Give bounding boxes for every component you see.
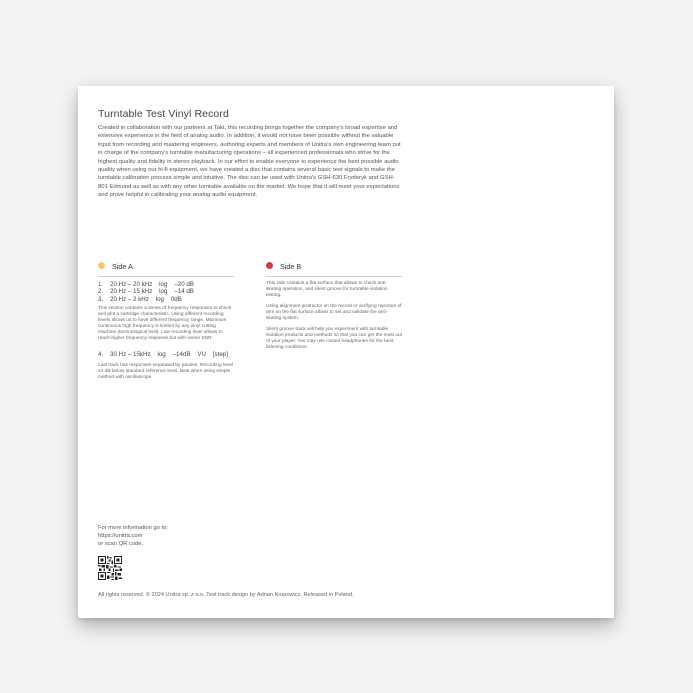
side-a-description: This section contains a series of frequency responses to check and plot a cartridge characteristic. Using different recording levels allows us to have different frequency range. Maximum continuous high frequency is limited by any vinyl cutting machine (technological limit). Low recording level allows to reach higher frequency response but with worse SNR. — [98, 306, 232, 341]
track-spec: 20 Hz – 20 kHz log –20 dB — [110, 281, 194, 288]
track-spec: 20 Hz – 2 kHz log 0dB — [110, 295, 182, 303]
track-row — [98, 296, 234, 303]
contact-url: https://unitra.com — [98, 532, 143, 539]
side-b-label: Side B — [280, 262, 302, 271]
qr-code-icon — [98, 556, 122, 580]
side-a-track-list — [98, 281, 234, 303]
track-row — [98, 288, 234, 295]
track-spec: 30 Hz – 15kHz log –14dB VU [step] — [110, 351, 228, 358]
record-sleeve — [78, 86, 614, 618]
intro-paragraph: Created in collaboration with our partners at Takt, this recording brings together the company's broad expertise and extensive experience in the field of analog audio. In addition, it would not have been possible without the valuable input from recording and mastering engineers, authoring experts and members of Unitra's own engineering team put in charge of the company's turntable manufacturing operations – all experienced professionals who strive for the highest quality and fidelity in stereo playback. In our effort to enable everyone to experience the best possible audio quality when using our hi-fi equipment, we have created a disc that contains several basic test signals to make the turntable calibration process simple and intuitive. The disc can be used with Unitra's GSH-630 Fryderyk and GSH-801 Edmund as well as with any other turntable available on the market. We hope that it will meet your expectations and prove helpful in calibrating your analog audio equipment. — [98, 125, 401, 199]
track-number: 2. — [98, 288, 104, 296]
track-row — [98, 351, 238, 358]
contact-info — [98, 525, 168, 548]
side-a-dot-icon — [98, 262, 105, 269]
side-a-label: Side A — [112, 262, 133, 271]
side-b-paragraph: This side contains a flat surface that allows to check anti-skating operation, and silent groove for turntable isolation testing. — [266, 281, 388, 298]
track-number: 1. — [98, 281, 104, 288]
record-title: Turntable Test Vinyl Record — [98, 108, 229, 120]
track-row — [98, 281, 234, 288]
track-number: 3. — [98, 295, 104, 303]
footer-copyright: All rights reserved. © 2024 Unitra sp. z o.o. Test track design by Adrian Krupowicz. Released in Poland. — [98, 592, 354, 598]
side-b-paragraph: Silent groove track will help you experiment with turntable isolation products and methods so that you can get the most out of your player. You may use closed headphones for the best listening conditions. — [266, 327, 402, 350]
side-b-header — [266, 260, 402, 277]
side-b-paragraph: Using alignment protractor on the record or verifying rejection of arm on the flat surface allows to set and validate the anti-skating system. — [266, 304, 402, 321]
side-b-dot-icon — [266, 262, 273, 269]
side-b-description — [266, 281, 402, 356]
side-a-note: Last track has responses separated by pauses. Recording level 14 dB below standard reference level. Best when using simple method with oscilloscope. — [98, 363, 233, 380]
side-a-header — [98, 260, 234, 277]
track-spec: 20 Hz – 15 kHz log –14 dB — [110, 288, 194, 296]
contact-line: For more information go to: — [98, 525, 168, 531]
track-number: 4. — [98, 351, 104, 358]
contact-line: or scan QR code. — [98, 540, 144, 547]
